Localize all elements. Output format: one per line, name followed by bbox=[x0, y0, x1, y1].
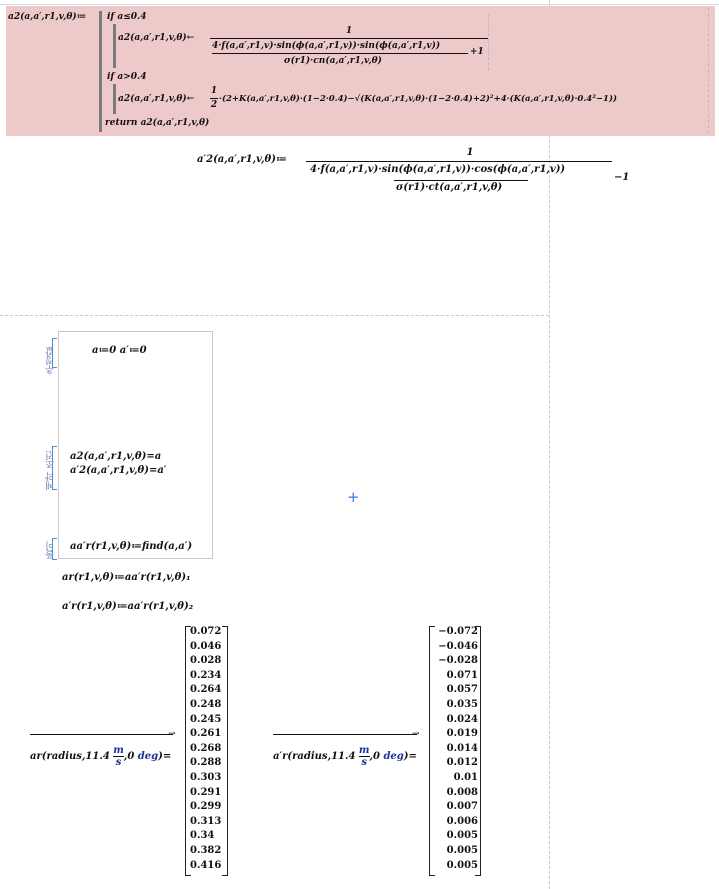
collapse-marker-1 bbox=[488, 14, 489, 70]
vector-cell: 0.264 bbox=[190, 684, 222, 696]
half-line bbox=[210, 98, 218, 99]
aprime2-minus: −1 bbox=[614, 172, 630, 183]
eval-left-arg2: 11.4 bbox=[85, 751, 110, 762]
if-condition-2[interactable]: if a>0.4 bbox=[107, 72, 147, 82]
vector-cell: 0.34 bbox=[190, 830, 215, 842]
program-bar bbox=[99, 11, 102, 132]
vector-cell: 0.299 bbox=[190, 801, 222, 813]
eval-right-arg3: 0 bbox=[372, 751, 380, 762]
aprime-r-definition[interactable]: a′r(r1,v,θ)≔aa′r(r1,v,θ)₂ bbox=[62, 601, 194, 612]
vector-cell: 0.382 bbox=[190, 845, 222, 856]
vector-cell: 0.01 bbox=[453, 772, 478, 783]
frac1-line bbox=[210, 38, 488, 39]
aprime2-inner-line bbox=[394, 180, 528, 181]
constraint-1[interactable]: a2(a,a′,r1,v,θ)=a bbox=[70, 451, 162, 462]
return-statement[interactable]: return a2(a,a′,r1,v,θ) bbox=[105, 118, 210, 128]
def-a2-lhs[interactable]: a2(a,a′,r1,v,θ)≔ bbox=[8, 12, 87, 22]
vector-cell: 0.005 bbox=[446, 830, 478, 842]
vector-cell: 0.268 bbox=[190, 742, 222, 754]
solve-solver-label: 풀이 bbox=[46, 541, 56, 559]
eval-right-call[interactable]: a′r(radius,11.4 $\frac{m}{s},0$ deg)= bbox=[273, 745, 417, 768]
half-num: 1 bbox=[210, 86, 218, 96]
vector-cell: −0.046 bbox=[438, 640, 478, 652]
eval-right-fn: a′r bbox=[273, 751, 288, 762]
vector-cell: 0.071 bbox=[446, 669, 478, 681]
vectorize-bar-left bbox=[30, 734, 173, 735]
eval-left-unit3: deg bbox=[137, 751, 159, 762]
eval-right-unit3: deg bbox=[383, 751, 404, 762]
vector-cell: 0.245 bbox=[190, 713, 222, 725]
aprime2-inner-den: σ(r1)·ct(a,a′,r1,v,θ) bbox=[396, 182, 503, 193]
vector-cell: 0.006 bbox=[446, 815, 478, 827]
vector-cell: 0.028 bbox=[190, 655, 222, 667]
find-definition[interactable]: aa′r(r1,v,θ)≔find(a,a′) bbox=[70, 541, 193, 552]
vector-cell: 0.303 bbox=[190, 772, 222, 783]
vector-cell: 0.072 bbox=[190, 626, 222, 637]
eval-right-unit bbox=[359, 745, 370, 768]
vector-cell: −0.072 bbox=[438, 626, 478, 637]
vectorize-bar-right bbox=[273, 734, 417, 735]
guess-values[interactable]: a≔0 a′≔0 bbox=[92, 345, 147, 356]
plus-icon[interactable]: + bbox=[347, 488, 360, 506]
vector-cell: 0.012 bbox=[446, 757, 478, 769]
eval-left-unit bbox=[113, 745, 124, 768]
eval-left-unit-den: s bbox=[115, 757, 122, 768]
program-bar-inner-2 bbox=[113, 84, 116, 114]
frac1-inner-line bbox=[212, 53, 468, 54]
program-bar-inner-1 bbox=[113, 24, 116, 68]
vector-cell: 0.416 bbox=[190, 859, 222, 871]
assign2-rhs: ·(2+K(a,a′,r1,v,θ)·(1−2·0.4)−√(K(a,a′,r1,v,θ)·(1−2·0.4)+2)²+4·(K(a,a′,r1,v,θ)·0.4²−1)) bbox=[219, 94, 617, 104]
vector-cell: 0.057 bbox=[446, 684, 478, 696]
vector-cell: 0.288 bbox=[190, 757, 222, 769]
aprime2-num: 1 bbox=[466, 147, 474, 158]
vector-cell: 0.248 bbox=[190, 699, 222, 710]
eval-right-unit-den: s bbox=[361, 757, 368, 768]
assign2-lhs[interactable]: a2(a,a′,r1,v,θ)← bbox=[118, 94, 195, 104]
vector-cell: 0.005 bbox=[446, 845, 478, 856]
vector-cell: 0.234 bbox=[190, 669, 222, 681]
frac1-num: 1 bbox=[345, 26, 353, 36]
vectorize-arrow-left: → bbox=[168, 729, 176, 739]
eval-left-arg1: radius bbox=[46, 751, 82, 762]
solve-block[interactable] bbox=[58, 331, 213, 559]
vector-cell: 0.313 bbox=[190, 815, 222, 827]
eval-right-unit-num: m bbox=[358, 745, 370, 756]
vector-cell: 0.046 bbox=[190, 640, 222, 652]
vector-cell: 0.019 bbox=[446, 728, 478, 740]
top-border bbox=[0, 4, 719, 5]
region-right-edge bbox=[708, 8, 709, 133]
eval-right-arg2: 11.4 bbox=[331, 751, 356, 762]
vectorize-arrow-right: → bbox=[412, 729, 420, 739]
eval-left-fn: ar bbox=[30, 751, 42, 762]
eval-left-arg3: 0 bbox=[127, 751, 135, 762]
constraints-bracket bbox=[52, 446, 57, 490]
eval-right-arg1: radius bbox=[292, 751, 328, 762]
eval-left-call[interactable]: ar(radius,11.4 $\frac{m}{s},0$ deg)= bbox=[30, 745, 172, 768]
vector-cell: 0.007 bbox=[446, 801, 478, 813]
aprime2-line bbox=[306, 161, 612, 162]
solve-constraints-label: 제약 조건 bbox=[46, 451, 56, 490]
eval-left-unit-num: m bbox=[113, 745, 124, 756]
vector-cell: 0.005 bbox=[446, 859, 478, 871]
vector-cell: 0.035 bbox=[446, 699, 478, 710]
half-den: 2 bbox=[210, 100, 218, 110]
solver-bracket bbox=[52, 538, 57, 560]
vector-cell: 0.014 bbox=[446, 742, 478, 754]
def-aprime2-lhs[interactable]: a′2(a,a′,r1,v,θ)≔ bbox=[197, 154, 287, 165]
if-condition-1[interactable]: if a≤0.4 bbox=[107, 12, 147, 22]
page-guide-horizontal bbox=[0, 315, 549, 316]
constraint-2[interactable]: a′2(a,a′,r1,v,θ)=a′ bbox=[70, 465, 167, 476]
aprime2-inner-num: 4·f(a,a′,r1,v)·sin(ϕ(a,a′,r1,v))·cos(ϕ(a,a′,r1,v)) bbox=[310, 164, 566, 175]
vector-cell: 0.024 bbox=[446, 713, 478, 725]
result-vector-right[interactable] bbox=[434, 626, 478, 876]
vector-cell: −0.028 bbox=[438, 655, 478, 667]
vector-cell: 0.291 bbox=[190, 786, 222, 798]
guess-bracket bbox=[52, 338, 57, 368]
frac1-plus: +1 bbox=[470, 47, 484, 57]
solve-guess-label: 추정값 bbox=[46, 347, 56, 374]
ar-definition[interactable]: ar(r1,v,θ)≔aa′r(r1,v,θ)₁ bbox=[62, 572, 191, 583]
assign1-lhs[interactable]: a2(a,a′,r1,v,θ)← bbox=[118, 33, 195, 43]
vector-cell: 0.261 bbox=[190, 728, 222, 740]
frac1-inner-den: σ(r1)·cn(a,a′,r1,v,θ) bbox=[284, 56, 382, 66]
vector-cell: 0.008 bbox=[446, 786, 478, 798]
result-vector-left[interactable] bbox=[190, 626, 224, 876]
frac1-inner-num: 4·f(a,a′,r1,v)·sin(ϕ(a,a′,r1,v))·sin(ϕ(a,a′,r1,v)) bbox=[212, 41, 441, 51]
